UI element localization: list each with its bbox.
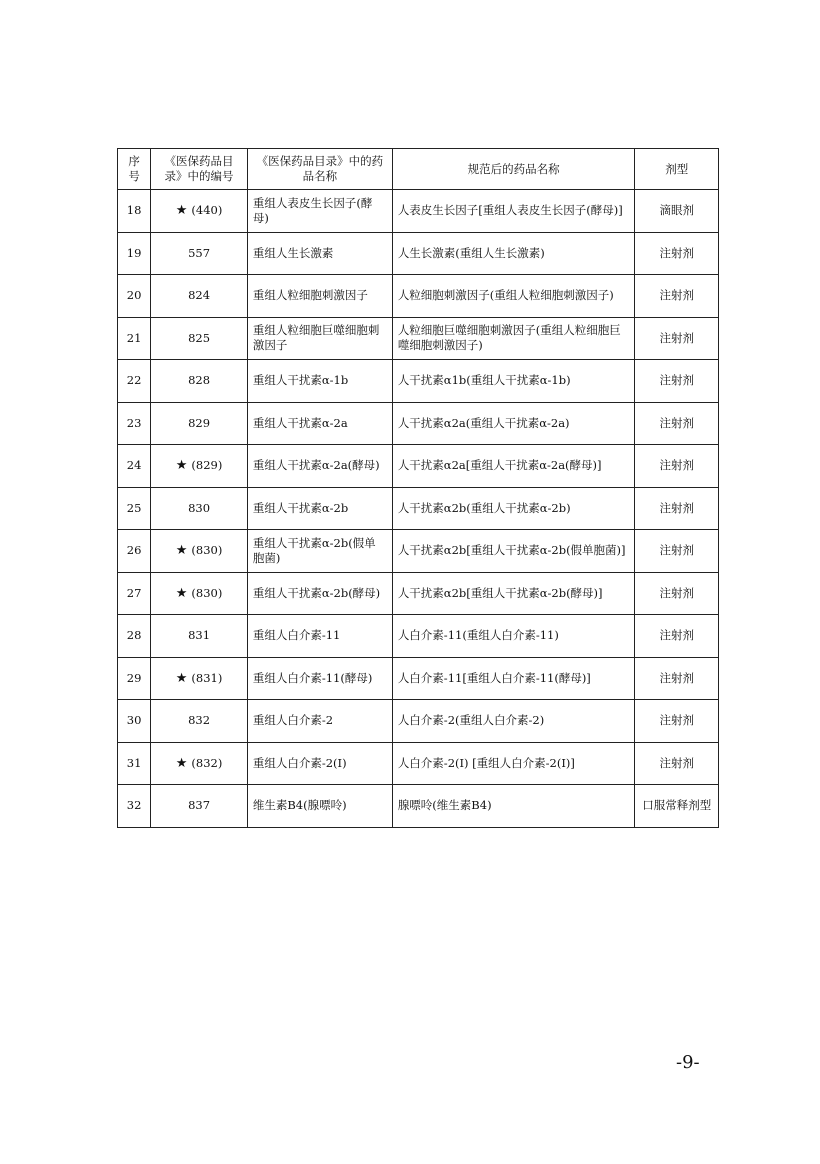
row-normalized-name: 人干扰素α1b(重组人干扰素α-1b): [392, 360, 635, 403]
row-seq: 19: [118, 232, 151, 275]
row-dosage-form: 注射剂: [635, 232, 719, 275]
row-normalized-name: 人生长激素(重组人生长激素): [392, 232, 635, 275]
table-row: [118, 445, 719, 488]
row-dosage-form: 注射剂: [635, 275, 719, 318]
row-catalog-name: 重组人干扰素α-1b: [247, 360, 392, 403]
row-dosage-form: 注射剂: [635, 317, 719, 360]
star-icon: ★: [175, 458, 188, 474]
row-catalog-code: [151, 615, 248, 658]
header-catalog-name: 《医保药品目录》中的药品名称: [247, 149, 392, 190]
row-seq: 29: [118, 657, 151, 700]
row-catalog-code: [151, 487, 248, 530]
row-seq: 25: [118, 487, 151, 530]
star-icon: ★: [175, 755, 188, 771]
row-normalized-name: 人干扰素α2a[重组人干扰素α-2a(酵母)]: [392, 445, 635, 488]
row-seq: 27: [118, 572, 151, 615]
row-dosage-form: 口服常释剂型: [635, 785, 719, 828]
row-dosage-form: 注射剂: [635, 657, 719, 700]
catalog-code-value: 830: [188, 500, 211, 515]
row-catalog-name: 重组人粒细胞刺激因子: [247, 275, 392, 318]
catalog-code-value: (440): [191, 203, 223, 218]
catalog-code-value: 829: [188, 415, 211, 430]
table-row: [118, 742, 719, 785]
row-normalized-name: 人白介素-2(重组人白介素-2): [392, 700, 635, 743]
page-number: -9-: [676, 1052, 700, 1073]
table-row: [118, 232, 719, 275]
row-seq: 21: [118, 317, 151, 360]
row-normalized-name: 人干扰素α2a(重组人干扰素α-2a): [392, 402, 635, 445]
star-icon: ★: [175, 543, 188, 559]
row-seq: 31: [118, 742, 151, 785]
row-normalized-name: 腺嘌呤(维生素B4): [392, 785, 635, 828]
row-seq: 20: [118, 275, 151, 318]
row-catalog-code: [151, 232, 248, 275]
row-dosage-form: 注射剂: [635, 700, 719, 743]
row-normalized-name: 人粒细胞巨噬细胞刺激因子(重组人粒细胞巨噬细胞刺激因子): [392, 317, 635, 360]
catalog-code-value: (829): [191, 458, 223, 473]
row-catalog-code: [151, 657, 248, 700]
row-catalog-code: [151, 445, 248, 488]
row-catalog-code: [151, 402, 248, 445]
row-catalog-name: 重组人干扰素α-2a(酵母): [247, 445, 392, 488]
row-seq: 28: [118, 615, 151, 658]
row-seq: 23: [118, 402, 151, 445]
catalog-code-value: (830): [191, 585, 223, 600]
table-row: [118, 487, 719, 530]
row-catalog-code: [151, 190, 248, 233]
catalog-code-value: 824: [188, 288, 211, 303]
table-row: [118, 530, 719, 573]
catalog-code-value: (832): [191, 755, 223, 770]
catalog-code-value: 831: [188, 628, 211, 643]
row-dosage-form: 注射剂: [635, 402, 719, 445]
row-seq: 30: [118, 700, 151, 743]
row-dosage-form: 滴眼剂: [635, 190, 719, 233]
table-row: [118, 700, 719, 743]
row-catalog-name: 重组人生长激素: [247, 232, 392, 275]
table-row: [118, 402, 719, 445]
row-seq: 24: [118, 445, 151, 488]
catalog-code-value: 828: [188, 373, 211, 388]
row-catalog-code: [151, 317, 248, 360]
row-catalog-name: 重组人白介素-11: [247, 615, 392, 658]
table-header-row: [118, 149, 719, 190]
row-catalog-code: [151, 572, 248, 615]
header-normalized-name: 规范后的药品名称: [392, 149, 635, 190]
row-dosage-form: 注射剂: [635, 615, 719, 658]
catalog-code-value: 837: [188, 798, 211, 813]
star-icon: ★: [175, 585, 188, 601]
row-catalog-name: 重组人干扰素α-2b(假单胞菌): [247, 530, 392, 573]
row-catalog-name: 重组人表皮生长因子(酵母): [247, 190, 392, 233]
row-catalog-name: 重组人白介素-11(酵母): [247, 657, 392, 700]
row-normalized-name: 人干扰素α2b[重组人干扰素α-2b(假单胞菌)]: [392, 530, 635, 573]
catalog-code-value: (831): [191, 670, 223, 685]
star-icon: ★: [175, 203, 188, 219]
row-catalog-code: [151, 700, 248, 743]
row-catalog-name: 维生素B4(腺嘌呤): [247, 785, 392, 828]
row-seq: 22: [118, 360, 151, 403]
table-row: [118, 275, 719, 318]
row-dosage-form: 注射剂: [635, 360, 719, 403]
row-catalog-code: [151, 530, 248, 573]
table-row: [118, 657, 719, 700]
row-catalog-name: 重组人粒细胞巨噬细胞刺激因子: [247, 317, 392, 360]
row-seq: 26: [118, 530, 151, 573]
row-normalized-name: 人白介素-11[重组人白介素-11(酵母)]: [392, 657, 635, 700]
row-dosage-form: 注射剂: [635, 487, 719, 530]
catalog-code-value: 825: [188, 330, 211, 345]
header-dosage-form: 剂型: [635, 149, 719, 190]
row-catalog-name: 重组人干扰素α-2b(酵母): [247, 572, 392, 615]
row-normalized-name: 人粒细胞刺激因子(重组人粒细胞刺激因子): [392, 275, 635, 318]
row-catalog-code: [151, 742, 248, 785]
row-dosage-form: 注射剂: [635, 445, 719, 488]
row-catalog-name: 重组人干扰素α-2a: [247, 402, 392, 445]
row-normalized-name: 人干扰素α2b[重组人干扰素α-2b(酵母)]: [392, 572, 635, 615]
row-normalized-name: 人干扰素α2b(重组人干扰素α-2b): [392, 487, 635, 530]
table-row: [118, 317, 719, 360]
table-row: [118, 572, 719, 615]
row-normalized-name: 人白介素-11(重组人白介素-11): [392, 615, 635, 658]
row-catalog-code: [151, 275, 248, 318]
table-row: [118, 190, 719, 233]
table-row: [118, 615, 719, 658]
row-catalog-code: [151, 785, 248, 828]
drug-table: [117, 148, 719, 828]
row-dosage-form: 注射剂: [635, 572, 719, 615]
row-normalized-name: 人表皮生长因子[重组人表皮生长因子(酵母)]: [392, 190, 635, 233]
row-seq: 32: [118, 785, 151, 828]
star-icon: ★: [175, 670, 188, 686]
row-catalog-code: [151, 360, 248, 403]
catalog-code-value: 832: [188, 713, 211, 728]
row-catalog-name: 重组人干扰素α-2b: [247, 487, 392, 530]
row-catalog-name: 重组人白介素-2(I): [247, 742, 392, 785]
table-body: [118, 190, 719, 828]
row-dosage-form: 注射剂: [635, 742, 719, 785]
table-row: [118, 785, 719, 828]
row-dosage-form: 注射剂: [635, 530, 719, 573]
header-seq: 序号: [118, 149, 151, 190]
row-seq: 18: [118, 190, 151, 233]
row-catalog-name: 重组人白介素-2: [247, 700, 392, 743]
table-row: [118, 360, 719, 403]
header-catalog-code: 《医保药品目录》中的编号: [151, 149, 248, 190]
row-normalized-name: 人白介素-2(I) [重组人白介素-2(I)]: [392, 742, 635, 785]
catalog-code-value: 557: [188, 245, 211, 260]
catalog-code-value: (830): [191, 543, 223, 558]
